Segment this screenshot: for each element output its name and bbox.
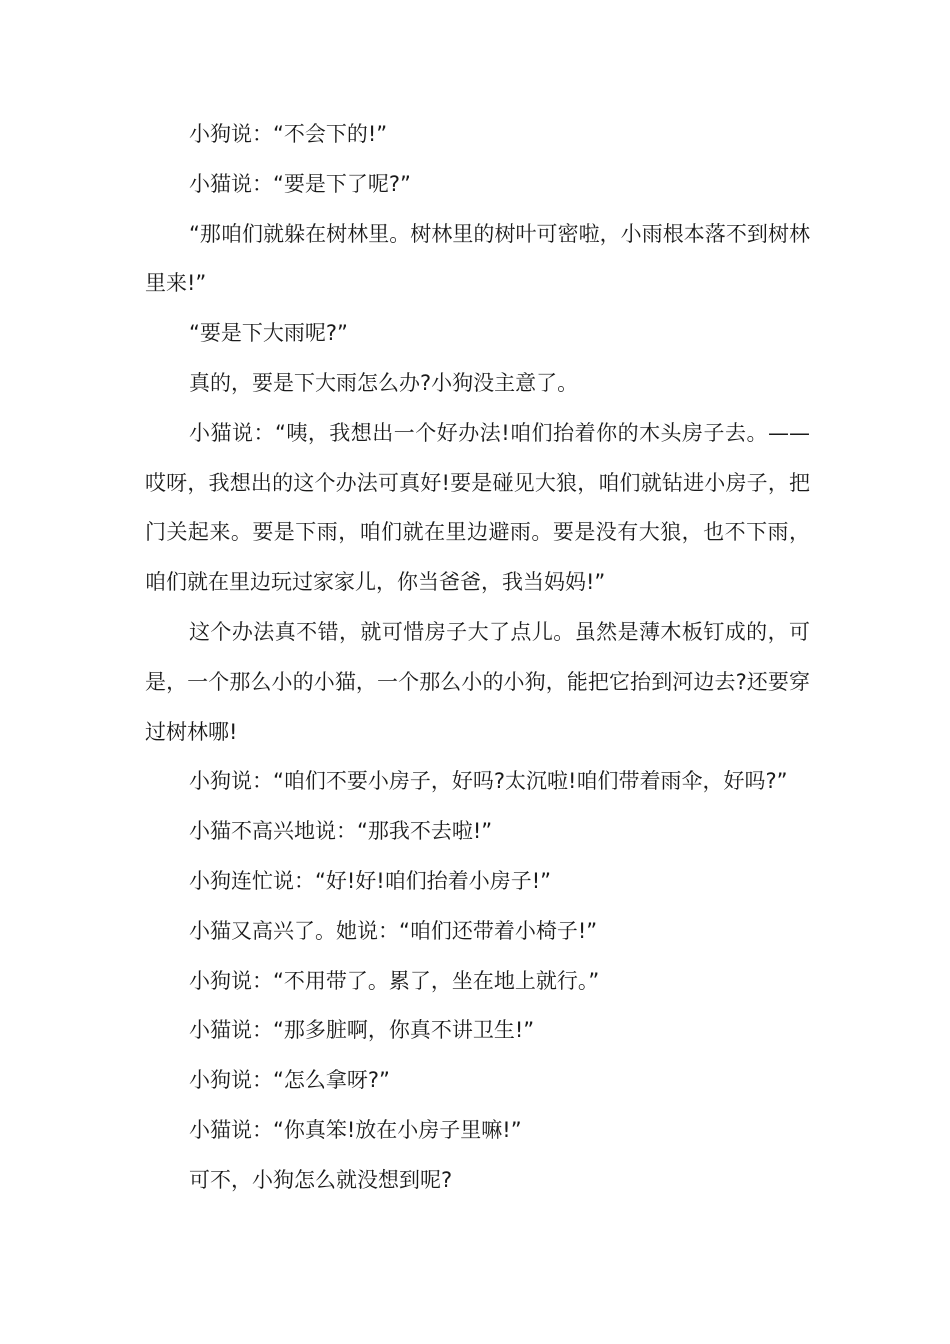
paragraph: 小狗说：“咱们不要小房子，好吗?太沉啦!咱们带着雨伞，好吗?”	[189, 769, 788, 794]
paragraph: 这个办法真不错，就可惜房子大了点儿。虽然是薄木板钉成的，可是，一个那么小的小猫，一个那么小的小狗，能把它抬到河边去?还要穿过树林哪!	[145, 619, 810, 744]
paragraph: 小狗连忙说：“好!好!咱们抬着小房子!”	[189, 868, 552, 893]
paragraph: 小狗说：“不用带了。累了，坐在地上就行。”	[189, 968, 600, 993]
paragraph: “要是下大雨呢?”	[189, 321, 348, 346]
paragraph: 小猫说：“咦，我想出一个好办法!咱们抬着你的木头房子去。——哎呀，我想出的这个办法可真好!要是碰见大狼，咱们就钻进小房子，把门关起来。要是下雨，咱们就在里边避雨。要是没有大狼，也不下雨，咱们就在里边玩过家家儿，你当爸爸，我当妈妈!”	[145, 420, 810, 595]
paragraph: “那咱们就躲在树林里。树林里的树叶可密啦，小雨根本落不到树林里来!”	[145, 221, 810, 296]
paragraph: 小狗说：“怎么拿呀?”	[189, 1068, 390, 1093]
paragraph: 小狗说：“不会下的!”	[189, 122, 388, 146]
paragraph: 小猫说：“要是下了呢?”	[189, 171, 411, 196]
document-body	[145, 110, 810, 1206]
paragraph: 小猫又高兴了。她说：“咱们还带着小椅子!”	[189, 918, 598, 943]
paragraph: 小猫不高兴地说：“那我不去啦!”	[189, 819, 493, 844]
paragraph: 小猫说：“那多脏啊，你真不讲卫生!”	[189, 1018, 535, 1043]
paragraph: 小猫说：“你真笨!放在小房子里嘛!”	[189, 1117, 522, 1142]
paragraph: 可不，小狗怎么就没想到呢?	[189, 1167, 453, 1192]
paragraph: 真的，要是下大雨怎么办?小狗没主意了。	[189, 370, 579, 395]
